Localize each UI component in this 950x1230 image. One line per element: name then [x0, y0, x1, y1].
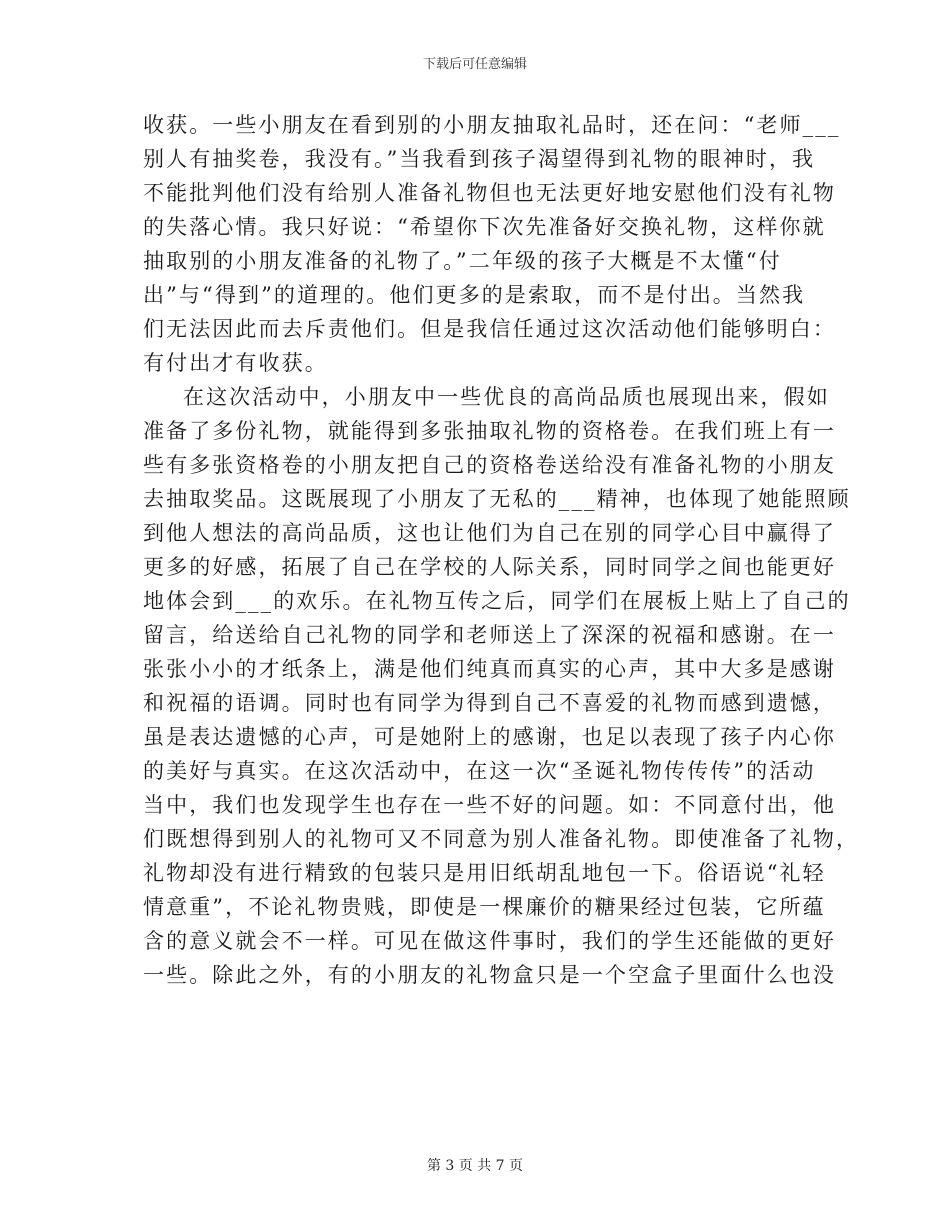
- text-line: 有付出才有收获。: [143, 351, 328, 375]
- text-line: 一些。除此之外，有的小朋友的礼物盒只是一个空盒子里面什么也没: [143, 963, 836, 987]
- text-line: 准备了多份礼物，就能得到多张抽取礼物的资格卷。在我们班上有一: [143, 419, 836, 443]
- text-line: 别人有抽奖卷，我没有。”当我看到孩子渴望得到礼物的眼神时，我: [143, 147, 816, 171]
- text-line: 和祝福的语调。同时也有同学为得到自己不喜爱的礼物而感到遗憾，: [143, 691, 836, 715]
- text-line: 去抽取奖品。这既展现了小朋友了无私的___精神，也体现了她能照顾: [143, 487, 851, 511]
- text-line: 出”与“得到”的道理的。他们更多的是索取，而不是付出。当然我: [143, 283, 806, 307]
- text-line: 到他人想法的高尚品质，这也让他们为自己在别的同学心目中赢得了: [143, 521, 836, 545]
- page-header-note: 下载后可任意编辑: [422, 57, 527, 72]
- text-line: 抽取别的小朋友准备的礼物了。”二年级的孩子大概是不太懂“付: [143, 249, 782, 273]
- text-line: 留言，给送给自己礼物的同学和老师送上了深深的祝福和感谢。在一: [143, 623, 836, 647]
- text-line: 当中，我们也发现学生也存在一些不好的问题。如：不同意付出，他: [143, 793, 836, 817]
- text-line: 的美好与真实。在这次活动中，在这一次“圣诞礼物传传传”的活动: [143, 759, 816, 783]
- text-line: 们既想得到别人的礼物可又不同意为别人准备礼物。即使准备了礼物，: [143, 827, 860, 851]
- text-line: 不能批判他们没有给别人准备礼物但也无法更好地安慰他们没有礼物: [143, 181, 836, 205]
- text-line: 些有多张资格卷的小朋友把自己的资格卷送给没有准备礼物的小朋友: [143, 453, 836, 477]
- text-line: 地体会到___的欢乐。在礼物互传之后，同学们在展板上贴上了自己的: [143, 589, 851, 613]
- text-line: 们无法因此而去斥责他们。但是我信任通过这次活动他们能够明白：: [143, 317, 836, 341]
- text-line: 情意重”，不论礼物贵贱，即使是一棵廉价的糖果经过包装，它所蕴: [143, 895, 826, 919]
- text-line: 虽是表达遗憾的心声，可是她附上的感谢，也足以表现了孩子内心你: [143, 725, 836, 749]
- page-number-footer: 第 3 页 共 7 页: [426, 1158, 524, 1174]
- text-line: 含的意义就会不一样。可见在做这件事时，我们的学生还能做的更好: [143, 929, 836, 953]
- text-line: 更多的好感，拓展了自己在学校的人际关系，同时同学之间也能更好: [143, 555, 836, 579]
- text-line: 张张小小的才纸条上，满是他们纯真而真实的心声，其中大多是感谢: [143, 657, 836, 681]
- document-body: [143, 108, 860, 992]
- paragraph-start-line: 在这次活动中，小朋友中一些优良的高尚品质也展现出来，假如: [183, 385, 830, 409]
- text-line: 的失落心情。我只好说：“希望你下次先准备好交换礼物，这样你就: [143, 215, 826, 239]
- text-line: 礼物却没有进行精致的包装只是用旧纸胡乱地包一下。俗语说“礼轻: [143, 861, 826, 885]
- text-line: 收获。一些小朋友在看到别的小朋友抽取礼品时，还在问：“老师___: [143, 113, 841, 137]
